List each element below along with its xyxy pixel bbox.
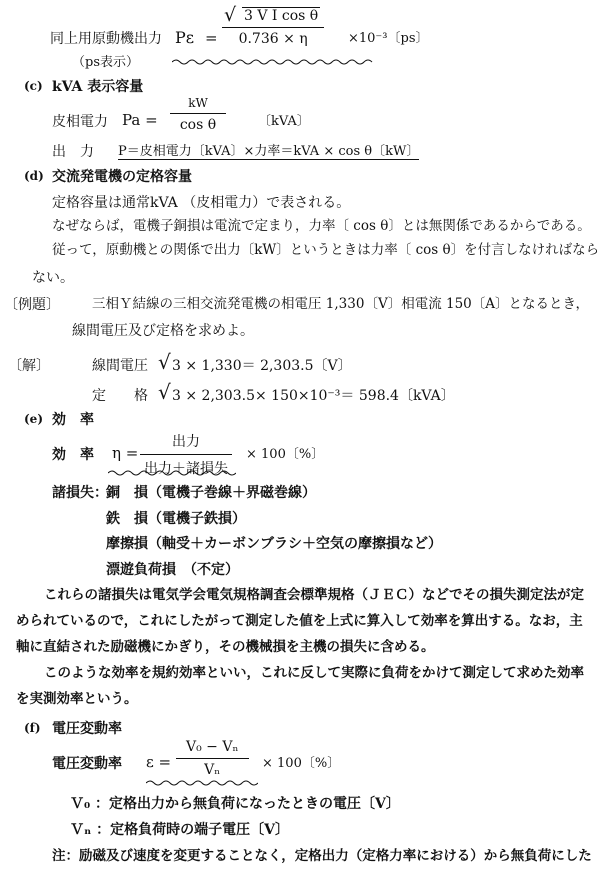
motor-output-subnote: （ps表示）: [72, 55, 139, 70]
line-voltage-expr: [172, 359, 352, 373]
apparent-power-numerator: kW: [188, 96, 208, 110]
apparent-power-unit: 〔kVA〕: [258, 114, 310, 129]
loss-item: 鉄 損（電機子鉄損）: [106, 511, 246, 527]
section-e-mark: (e): [24, 412, 43, 426]
output-label: 出 力: [52, 144, 94, 160]
vn-definition: Ｖₙ ：定格負荷時の端子電圧〔V〕: [70, 822, 290, 838]
efficiency-tail: × 100〔%〕: [246, 447, 325, 462]
section-d-para3-cont: ない。: [32, 270, 74, 286]
motor-output-denominator: 0.736 × η: [238, 31, 308, 48]
wavy-underline: [172, 58, 376, 66]
solution-label: 〔解〕: [8, 358, 50, 374]
equals-sign: =: [205, 29, 218, 47]
apparent-power-fraction: [170, 96, 226, 133]
example-label: 〔例題〕: [4, 297, 60, 313]
rating-label: 定 格: [92, 388, 148, 404]
efficiency-symbol: η =: [112, 444, 139, 462]
motor-output-symbol: Pε: [175, 28, 195, 47]
motor-output-tail: ×10⁻³〔ps〕: [348, 31, 429, 46]
rating-expr: 3 × 2,303.5× 150×10⁻³＝ 598.4〔kVA〕: [172, 388, 455, 404]
regulation-label: 電圧変動率: [52, 756, 122, 772]
section-f-title: 電圧変動率: [52, 721, 122, 737]
loss-item: 摩擦損（軸受＋カーボンブラシ＋空気の摩擦損など）: [106, 536, 442, 552]
motor-output-numerator: 3 V I cos θ: [244, 8, 319, 24]
example-text-cont: 線間電圧及び定格を求めよ。: [72, 323, 254, 339]
regulation-tail: × 100〔%〕: [262, 756, 341, 771]
apparent-power-denominator: cos θ: [179, 117, 217, 134]
section-d-para2: なぜならば，電機子銅損は電流で定まり，力率〔 cos θ〕とは無関係であるからである。: [52, 218, 591, 234]
wavy-underline: [146, 779, 258, 787]
motor-output-fraction: [222, 4, 324, 48]
example-text: 三相Ｙ結線の三相交流発電機の相電圧 1,330〔V〕相電流 150〔A〕となるとき，: [92, 296, 589, 312]
section-d-title: 交流発電機の定格容量: [52, 169, 192, 185]
sqrt-icon: √: [158, 380, 171, 404]
section-e-title: 効 率: [52, 412, 94, 428]
loss-label: 諸損失：: [52, 485, 108, 501]
regulation-denominator: Vₙ: [204, 762, 221, 779]
section-c-title: kVA 表示容量: [52, 79, 144, 95]
efficiency-label: 効 率: [52, 447, 94, 463]
efficiency-paragraph-2: このような効率を規約効率といい，これに反して実際に負荷をかけて測定して求めた効率を実測効率という。: [16, 665, 584, 707]
section-d-mark: (d): [24, 169, 44, 183]
sqrt-icon: √: [158, 350, 171, 374]
loss-item: 銅 損（電機子巻線＋界磁巻線）: [106, 485, 316, 501]
note-text: 注：励磁及び速度を変更することなく，定格出力（定格力率における）から無負荷にした: [52, 848, 592, 864]
sqrt-icon: √: [224, 4, 237, 26]
line-voltage-value: 3 × 1,330＝ 2,303.5〔V〕: [172, 358, 352, 374]
section-c-mark: (c): [24, 79, 43, 93]
efficiency-denominator: 出力＋諸損失: [144, 461, 228, 478]
efficiency-paragraph-1: これらの諸損失は電気学会電気規格調査会標準規格（ＪＥＣ）などでその損失測定法が定められているので，これにしたがって測定した値を上式に算入して効率を算出する。なお，主軸に直結された励磁機にかぎり，その機械損を主機の損失に含める。: [16, 587, 584, 655]
regulation-fraction: [176, 739, 249, 778]
v0-definition: Ｖ₀ ：定格出力から無負荷になったときの電圧〔V〕: [70, 796, 400, 812]
section-d-para1: 定格容量は通常kVA （皮相電力）で表される。: [52, 195, 351, 211]
regulation-symbol: ε =: [146, 753, 172, 771]
loss-item: 漂遊負荷損 （不定）: [106, 562, 239, 578]
efficiency-numerator: 出力: [172, 434, 200, 450]
line-voltage-label: 線間電圧: [92, 358, 148, 374]
wavy-underline: [108, 469, 236, 477]
section-f-mark: (f): [24, 721, 41, 735]
section-d-para3: 従って，原動機との関係で出力〔kW〕というときは力率〔 cos θ〕を付言しなければなら: [52, 242, 600, 258]
apparent-power-label: 皮相電力: [52, 114, 108, 130]
apparent-power-symbol: Pa =: [122, 111, 158, 129]
output-formula: P＝皮相電力〔kVA〕×力率＝kVA × cos θ〔kW〕: [118, 144, 420, 159]
motor-output-label: 同上用原動機出力: [50, 31, 162, 47]
regulation-numerator: V₀ − Vₙ: [186, 739, 239, 755]
